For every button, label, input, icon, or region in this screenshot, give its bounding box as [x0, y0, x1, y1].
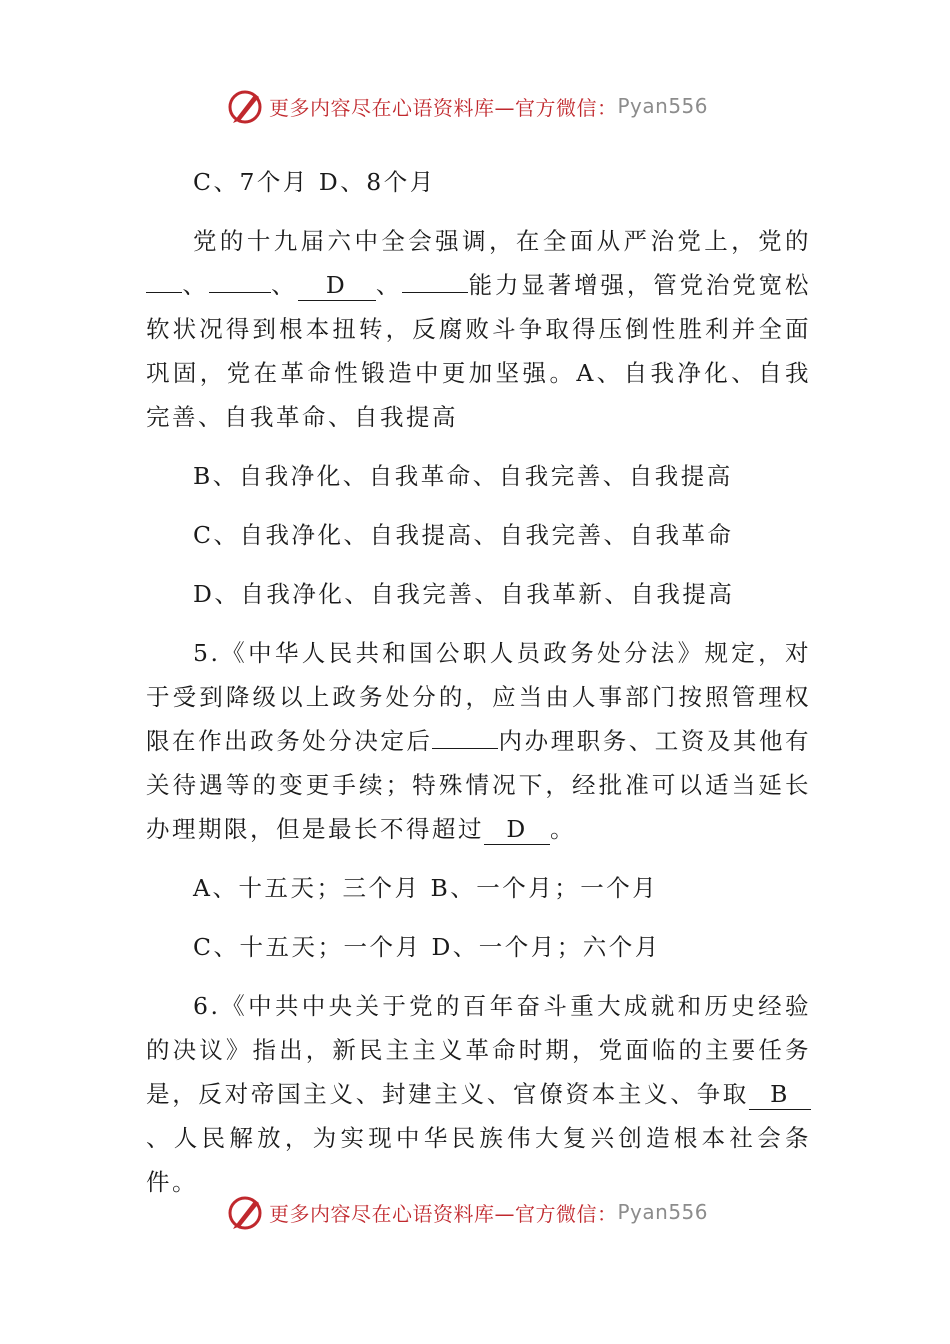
q5-stem-1: 5.《中华人民共和国公职人员政务处分法》规定，对于受到降级以上政务处分的，应当由人事部门按照管理权限在作出政务处分决定后: [146, 639, 811, 755]
pen-logo-icon: [225, 86, 265, 126]
q5-options-cd: C、十五天；一个月 D、一个月；六个月: [193, 933, 661, 961]
q5-answer-blank: D: [484, 814, 550, 845]
q6-stem-2: 、人民解放，为实现中华民族伟大复兴创造根本社会条件。: [146, 1124, 811, 1196]
question-5: 5.《中华人民共和国公职人员政务处分法》规定，对于受到降级以上政务处分的，应当由人事部门按照管理权限在作出政务处分决定后 内办理职务、工资及其他有关待遇等的变更手续；特殊情况下，经批准可以适当延长办理期限，但是最长不得超过 D 。: [146, 639, 812, 843]
q6-stem-1: 6.《中共中央关于党的百年奋斗重大成就和历史经验的决议》指出，新民主主义革命时期，党面临的主要任务是，反对帝国主义、封建主义、官僚资本主义、争取: [146, 992, 811, 1108]
question-4: 党的十九届六中全会强调，在全面从严治党上，党的、 、 D 、 能力显著增强，管党治党宽松软状况得到根本扭转，反腐败斗争取得压倒性胜利并全面巩固，党在革命性锻造中更加坚强。A、自我净化、自我完善、自我革命、自我提高: [146, 227, 812, 431]
header-banner: [225, 84, 708, 128]
q4-option-b: B、自我净化、自我革命、自我完善、自我提高: [193, 462, 733, 490]
q4-blank-1: [146, 292, 182, 293]
banner-contact: Pyan556: [617, 94, 709, 118]
pen-logo-icon: [225, 1192, 265, 1232]
banner-text: 更多内容尽在心语资料库—官方微信：: [269, 95, 618, 120]
prev-question-options: C、7个月 D、8个月: [193, 168, 436, 196]
q4-option-c: C、自我净化、自我提高、自我完善、自我革命: [193, 521, 734, 549]
footer-banner: [225, 1190, 708, 1234]
q5-stem-2: 内办理职务、工资及其他有关待遇等的变更手续；特殊情况下，经批准可以适当延长办理期限，但是最长不得超过: [146, 727, 812, 843]
q5-options-ab: A、十五天；三个月 B、一个月；一个月: [193, 874, 659, 902]
q4-option-a: A、自我净化、自我完善、自我革命、自我提高: [146, 359, 811, 431]
q4-stem-1: 党的十九届六中全会强调，在全面从严治党上，党的: [193, 227, 811, 255]
q4-answer-blank: D: [298, 270, 376, 301]
question-6: [146, 984, 811, 1204]
q4-blank-2: [209, 292, 271, 293]
document-body: [146, 160, 811, 1204]
banner-text: 更多内容尽在心语资料库—官方微信：: [269, 1201, 618, 1226]
q5-blank-1: [432, 748, 498, 749]
q4-stem-2: 能力显著增强，管党治党宽松软状况得到根本扭转，反腐败斗争取得压倒性胜利并全面巩固，党在革命性锻造中更加坚强。: [146, 271, 812, 387]
q4-blank-4: [402, 292, 468, 293]
q4-option-d: D、自我净化、自我完善、自我革新、自我提高: [193, 580, 735, 608]
banner-contact: Pyan556: [617, 1200, 709, 1224]
q6-answer-blank: B: [749, 1079, 811, 1110]
